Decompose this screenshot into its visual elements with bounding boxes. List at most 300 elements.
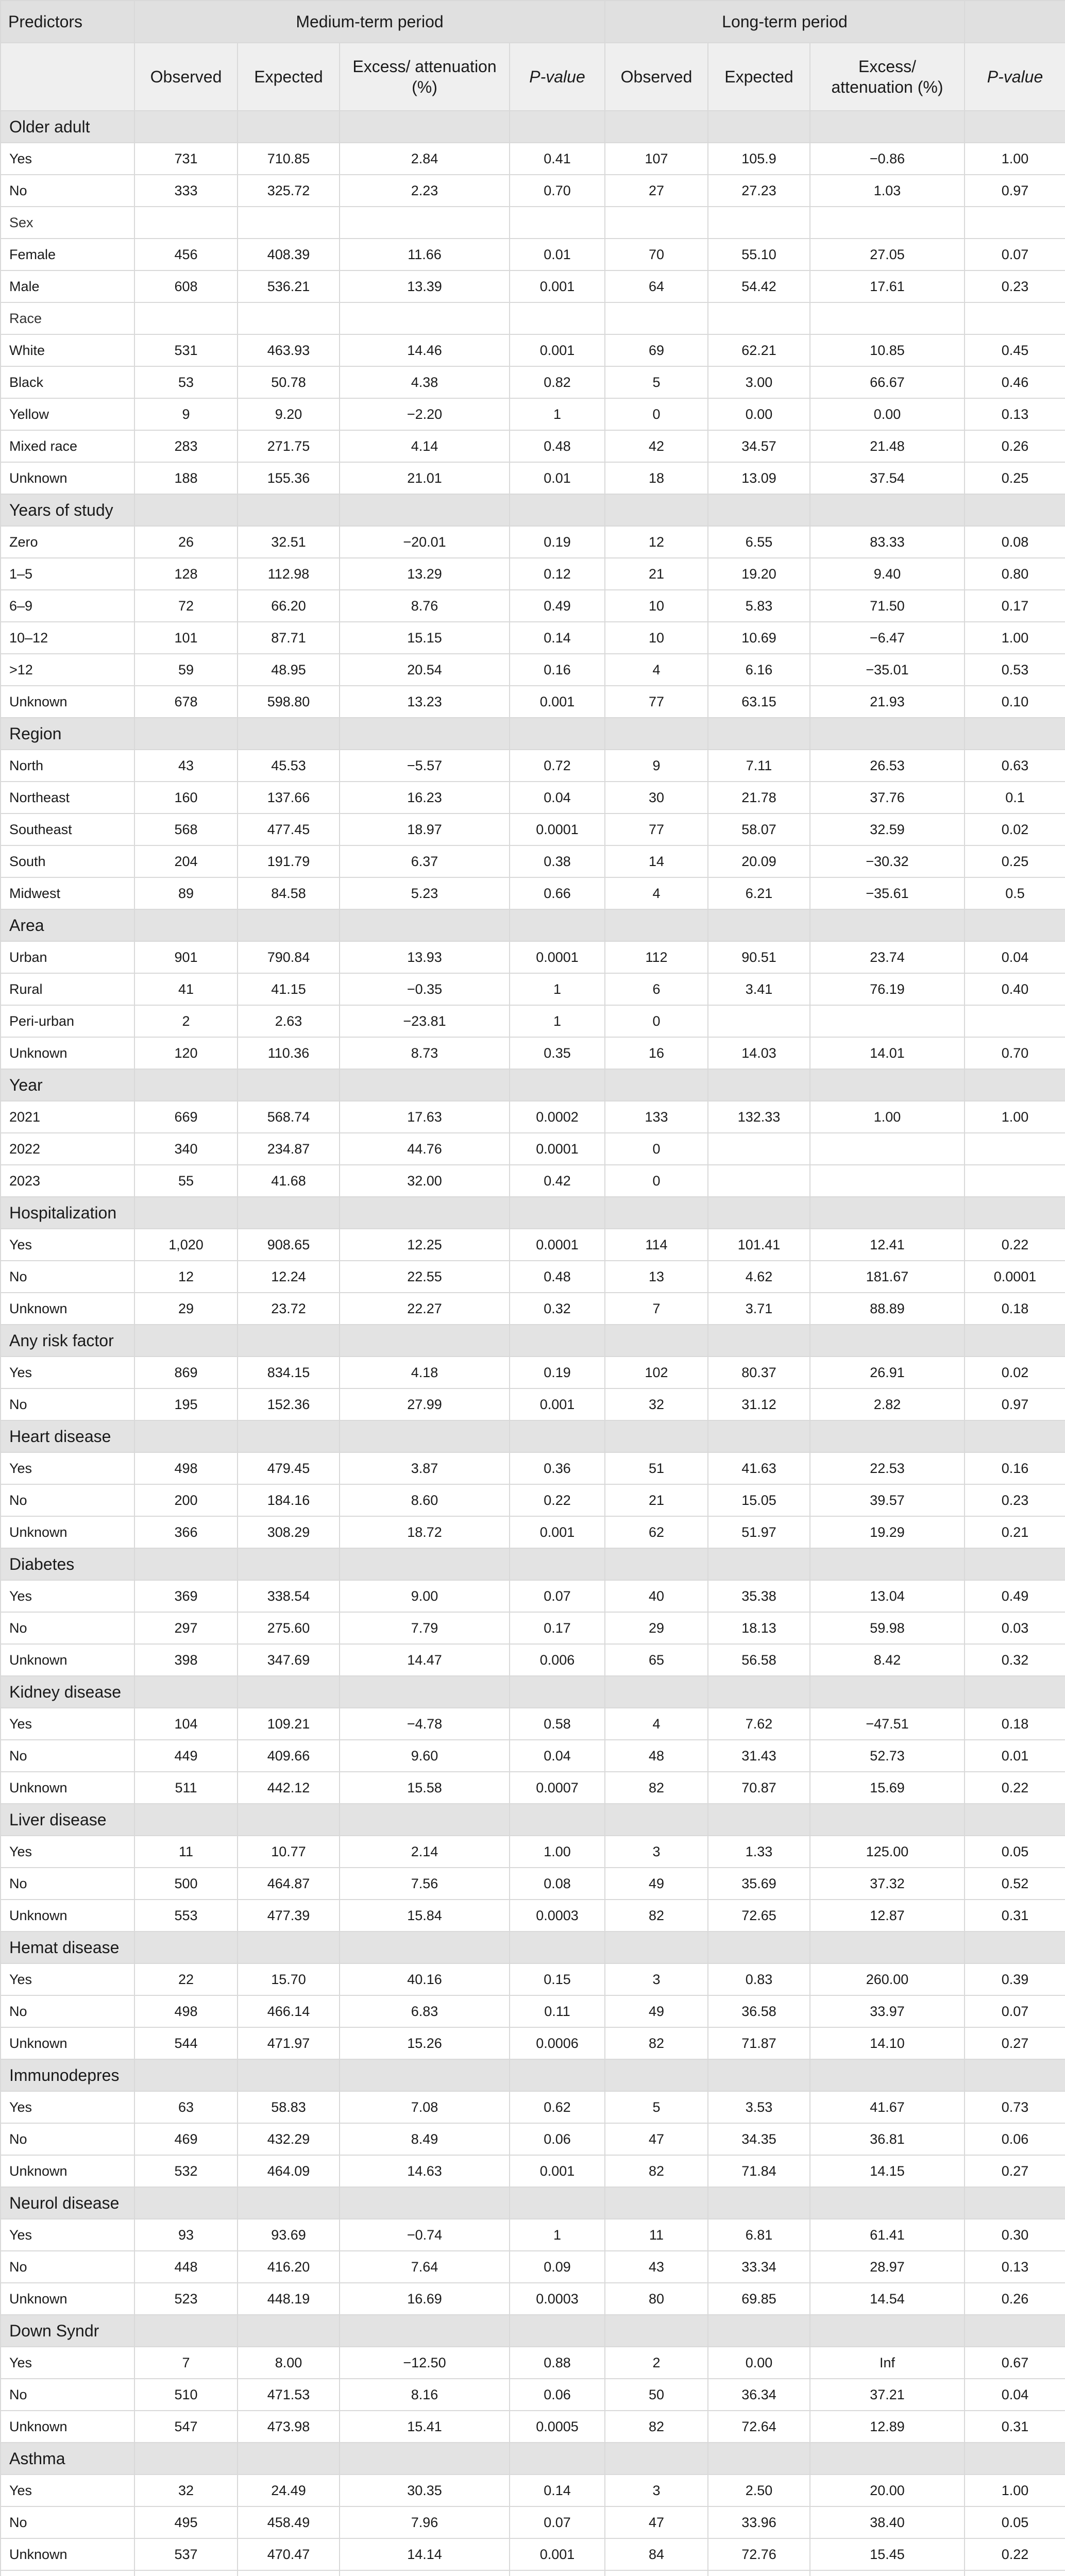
section-title: Liver disease xyxy=(1,1804,134,1836)
table-cell: 4 xyxy=(605,877,708,909)
table-row xyxy=(1,1740,1065,1772)
section-empty-cell xyxy=(510,2059,605,2091)
table-cell: 537 xyxy=(134,2538,238,2570)
table-cell: 56.58 xyxy=(708,1644,810,1676)
table-cell: 14.03 xyxy=(708,1037,810,1069)
table-cell: 49 xyxy=(605,1995,708,2027)
table-cell: 9.00 xyxy=(340,1580,510,1612)
row-label: Yes xyxy=(1,1452,134,1484)
table-cell: 0.006 xyxy=(510,1644,605,1676)
table-cell: 41 xyxy=(134,973,238,1005)
section-empty-cell xyxy=(340,1548,510,1580)
section-title: Heart disease xyxy=(1,1420,134,1452)
table-cell: 107 xyxy=(605,143,708,175)
table-cell: 16.69 xyxy=(340,2283,510,2315)
table-cell: 82 xyxy=(605,2155,708,2187)
table-cell: 27.23 xyxy=(708,175,810,207)
table-cell: 869 xyxy=(134,1357,238,1388)
table-cell: 7.11 xyxy=(708,750,810,782)
table-cell: 27.99 xyxy=(340,1388,510,1420)
table-cell: 0.35 xyxy=(510,1037,605,1069)
table-cell: 0.001 xyxy=(510,270,605,302)
table-row xyxy=(1,973,1065,1005)
table-cell: 35.69 xyxy=(708,1868,810,1900)
table-cell: 0.31 xyxy=(965,2411,1065,2443)
table-cell: 464.09 xyxy=(238,2155,340,2187)
table-cell: 0.0001 xyxy=(965,1261,1065,1293)
table-cell: 71.87 xyxy=(708,2027,810,2059)
table-cell: 31.12 xyxy=(708,1388,810,1420)
row-label: Female xyxy=(1,239,134,270)
table-cell: 0.10 xyxy=(965,686,1065,718)
section-empty-cell xyxy=(510,302,605,334)
table-cell: 110.36 xyxy=(238,1037,340,1069)
table-cell: 9.60 xyxy=(340,1740,510,1772)
table-cell: 89 xyxy=(134,877,238,909)
section-title xyxy=(1,2570,134,2576)
section-empty-cell xyxy=(238,1931,340,1963)
table-cell: 0.22 xyxy=(965,1772,1065,1804)
table-cell: 15.05 xyxy=(708,1484,810,1516)
section-empty-cell xyxy=(238,2187,340,2219)
table-cell: 0.001 xyxy=(510,2155,605,2187)
table-cell: −47.51 xyxy=(810,1708,965,1740)
section-empty-cell xyxy=(605,909,708,941)
section-empty-cell xyxy=(965,718,1065,750)
section-empty-cell xyxy=(238,2443,340,2475)
section-row xyxy=(1,1931,1065,1963)
table-cell: 18.13 xyxy=(708,1612,810,1644)
section-row xyxy=(1,1804,1065,1836)
row-label: No xyxy=(1,175,134,207)
section-empty-cell xyxy=(708,111,810,143)
table-cell: 0.63 xyxy=(965,750,1065,782)
table-cell: 30 xyxy=(605,782,708,814)
table-cell: 0.001 xyxy=(510,686,605,718)
table-cell: 63.15 xyxy=(708,686,810,718)
section-row xyxy=(1,2443,1065,2475)
table-cell xyxy=(708,1165,810,1197)
section-empty-cell xyxy=(510,1069,605,1101)
table-cell: 40 xyxy=(605,1580,708,1612)
table-cell: 3 xyxy=(605,1963,708,1995)
table-cell: 47 xyxy=(605,2123,708,2155)
section-empty-cell xyxy=(810,2570,965,2576)
section-empty-cell xyxy=(238,1325,340,1357)
table-cell: 50 xyxy=(605,2379,708,2411)
row-label: White xyxy=(1,334,134,366)
table-row xyxy=(1,1900,1065,1931)
table-cell: 0.13 xyxy=(965,2251,1065,2283)
table-cell: 0.07 xyxy=(965,1995,1065,2027)
table-cell: 0.09 xyxy=(510,2251,605,2283)
section-empty-cell xyxy=(134,718,238,750)
section-empty-cell xyxy=(605,2315,708,2347)
table-row xyxy=(1,1963,1065,1995)
table-cell: 0 xyxy=(605,1165,708,1197)
table-cell: 64 xyxy=(605,270,708,302)
table-cell: 710.85 xyxy=(238,143,340,175)
table-row xyxy=(1,1005,1065,1037)
section-empty-cell xyxy=(708,2059,810,2091)
row-label: No xyxy=(1,2506,134,2538)
section-empty-cell xyxy=(134,207,238,239)
row-label: >12 xyxy=(1,654,134,686)
table-cell: 0.00 xyxy=(708,398,810,430)
table-cell: 76.19 xyxy=(810,973,965,1005)
section-empty-cell xyxy=(340,2187,510,2219)
table-cell: 114 xyxy=(605,1229,708,1261)
table-cell: 41.68 xyxy=(238,1165,340,1197)
table-cell: 12.87 xyxy=(810,1900,965,1931)
section-empty-cell xyxy=(708,2315,810,2347)
table-cell: 7.64 xyxy=(340,2251,510,2283)
table-cell: 0.40 xyxy=(965,973,1065,1005)
table-row xyxy=(1,270,1065,302)
table-cell: 308.29 xyxy=(238,1516,340,1548)
row-label: Yes xyxy=(1,1580,134,1612)
table-cell: 70 xyxy=(605,239,708,270)
table-cell: 4.18 xyxy=(340,1357,510,1388)
table-cell: 3 xyxy=(605,1836,708,1868)
table-cell: 29 xyxy=(605,1612,708,1644)
table-cell: 0.13 xyxy=(965,398,1065,430)
table-row xyxy=(1,750,1065,782)
table-cell: 24.49 xyxy=(238,2475,340,2506)
table-cell: 366 xyxy=(134,1516,238,1548)
table-cell: 15.41 xyxy=(340,2411,510,2443)
table-cell: −5.57 xyxy=(340,750,510,782)
table-row xyxy=(1,877,1065,909)
table-row xyxy=(1,1388,1065,1420)
table-cell: 0.48 xyxy=(510,430,605,462)
section-empty-cell xyxy=(810,1676,965,1708)
header-expected-long: Expected xyxy=(708,43,810,111)
row-label: Rural xyxy=(1,973,134,1005)
table-row xyxy=(1,845,1065,877)
table-cell: 41.67 xyxy=(810,2091,965,2123)
section-empty-cell xyxy=(134,111,238,143)
section-row xyxy=(1,2570,1065,2576)
table-cell: 77 xyxy=(605,814,708,845)
table-cell: 3.53 xyxy=(708,2091,810,2123)
row-label: 2023 xyxy=(1,1165,134,1197)
table-cell: 0.15 xyxy=(510,1963,605,1995)
table-cell: 283 xyxy=(134,430,238,462)
table-row xyxy=(1,686,1065,718)
table-cell: 333 xyxy=(134,175,238,207)
section-empty-cell xyxy=(708,1069,810,1101)
table-cell: 195 xyxy=(134,1388,238,1420)
table-row xyxy=(1,2155,1065,2187)
section-empty-cell xyxy=(965,2570,1065,2576)
table-row xyxy=(1,2027,1065,2059)
table-cell: 21.78 xyxy=(708,782,810,814)
section-empty-cell xyxy=(510,207,605,239)
table-cell: Inf xyxy=(810,2347,965,2379)
section-title: Neurol disease xyxy=(1,2187,134,2219)
table-row xyxy=(1,814,1065,845)
section-empty-cell xyxy=(340,2570,510,2576)
section-empty-cell xyxy=(708,718,810,750)
table-cell: 0.0002 xyxy=(510,1101,605,1133)
table-cell xyxy=(965,1005,1065,1037)
section-empty-cell xyxy=(340,1420,510,1452)
header-predictors: Predictors xyxy=(1,1,134,43)
section-empty-cell xyxy=(605,2187,708,2219)
table-cell: 0.18 xyxy=(965,1708,1065,1740)
table-cell: 0.001 xyxy=(510,1516,605,1548)
row-label: Yes xyxy=(1,2347,134,2379)
table-cell: 0.22 xyxy=(965,2538,1065,2570)
section-empty-cell xyxy=(810,1804,965,1836)
table-cell: 0.88 xyxy=(510,2347,605,2379)
table-cell: 0.04 xyxy=(965,941,1065,973)
table-cell: 0.97 xyxy=(965,175,1065,207)
row-label: 10–12 xyxy=(1,622,134,654)
table-cell: 0.17 xyxy=(510,1612,605,1644)
section-empty-cell xyxy=(238,718,340,750)
table-cell: 0.1 xyxy=(965,782,1065,814)
table-cell: 71.84 xyxy=(708,2155,810,2187)
table-row xyxy=(1,1357,1065,1388)
table-cell: 21.93 xyxy=(810,686,965,718)
table-cell: 678 xyxy=(134,686,238,718)
table-cell: 0.32 xyxy=(965,1644,1065,1676)
table-row xyxy=(1,1229,1065,1261)
table-cell: 271.75 xyxy=(238,430,340,462)
table-cell: 0.001 xyxy=(510,2538,605,2570)
section-empty-cell xyxy=(810,718,965,750)
table-cell: 0.38 xyxy=(510,845,605,877)
section-empty-cell xyxy=(965,207,1065,239)
table-cell: 125.00 xyxy=(810,1836,965,1868)
section-empty-cell xyxy=(605,1804,708,1836)
table-cell: 9 xyxy=(134,398,238,430)
section-empty-cell xyxy=(965,1804,1065,1836)
section-empty-cell xyxy=(810,2443,965,2475)
table-cell: 21.01 xyxy=(340,462,510,494)
table-cell xyxy=(965,1133,1065,1165)
section-empty-cell xyxy=(605,1420,708,1452)
table-cell: 34.57 xyxy=(708,430,810,462)
table-cell: 0.06 xyxy=(965,2123,1065,2155)
table-cell: 8.00 xyxy=(238,2347,340,2379)
table-cell: 32 xyxy=(134,2475,238,2506)
table-cell: 0.23 xyxy=(965,1484,1065,1516)
table-cell: 1 xyxy=(510,973,605,1005)
table-cell: 33.34 xyxy=(708,2251,810,2283)
section-row xyxy=(1,2315,1065,2347)
table-row xyxy=(1,1037,1065,1069)
section-empty-cell xyxy=(340,718,510,750)
row-label: Yes xyxy=(1,1836,134,1868)
row-label: Unknown xyxy=(1,2283,134,2315)
table-cell: 58.07 xyxy=(708,814,810,845)
row-label: No xyxy=(1,1261,134,1293)
row-label: Unknown xyxy=(1,2155,134,2187)
table-cell: 1.00 xyxy=(965,622,1065,654)
table-cell: 61.41 xyxy=(810,2219,965,2251)
section-empty-cell xyxy=(510,718,605,750)
table-header xyxy=(1,1,1065,111)
table-cell: 10 xyxy=(605,590,708,622)
row-label: Unknown xyxy=(1,686,134,718)
section-row xyxy=(1,2059,1065,2091)
table-cell: 35.38 xyxy=(708,1580,810,1612)
table-cell: 0.18 xyxy=(965,1293,1065,1325)
table-cell: 908.65 xyxy=(238,1229,340,1261)
table-cell: 65 xyxy=(605,1644,708,1676)
table-cell: 72.64 xyxy=(708,2411,810,2443)
section-empty-cell xyxy=(340,1931,510,1963)
table-cell: 0.0001 xyxy=(510,1229,605,1261)
table-row xyxy=(1,2411,1065,2443)
section-empty-cell xyxy=(810,494,965,526)
table-cell: 51.97 xyxy=(708,1516,810,1548)
table-cell: 442.12 xyxy=(238,1772,340,1804)
table-cell: 458.49 xyxy=(238,2506,340,2538)
table-cell: 0.01 xyxy=(510,462,605,494)
section-empty-cell xyxy=(965,1420,1065,1452)
table-cell: 80.37 xyxy=(708,1357,810,1388)
table-cell: 8.16 xyxy=(340,2379,510,2411)
table-cell: 0.00 xyxy=(708,2347,810,2379)
table-cell: 12.41 xyxy=(810,1229,965,1261)
table-cell: 181.67 xyxy=(810,1261,965,1293)
table-cell: 14.10 xyxy=(810,2027,965,2059)
table-cell: 18 xyxy=(605,462,708,494)
table-cell: 13.09 xyxy=(708,462,810,494)
section-title: Asthma xyxy=(1,2443,134,2475)
table-cell: 0.001 xyxy=(510,1388,605,1420)
table-cell: 36.81 xyxy=(810,2123,965,2155)
table-cell: 0.62 xyxy=(510,2091,605,2123)
table-cell: 0.82 xyxy=(510,366,605,398)
row-label: Zero xyxy=(1,526,134,558)
header-pvalue-long: P-value xyxy=(965,43,1065,111)
table-cell: −12.50 xyxy=(340,2347,510,2379)
table-cell: 553 xyxy=(134,1900,238,1931)
row-label: Unknown xyxy=(1,2538,134,2570)
row-label: Yellow xyxy=(1,398,134,430)
row-label: 6–9 xyxy=(1,590,134,622)
table-cell: 598.80 xyxy=(238,686,340,718)
header-excess-medium: Excess/ attenuation (%) xyxy=(340,43,510,111)
table-cell: 1.33 xyxy=(708,1836,810,1868)
table-cell: 340 xyxy=(134,1133,238,1165)
table-cell: 4.38 xyxy=(340,366,510,398)
table-cell: 275.60 xyxy=(238,1612,340,1644)
table-cell: 23.72 xyxy=(238,1293,340,1325)
section-empty-cell xyxy=(965,1931,1065,1963)
table-cell: 36.58 xyxy=(708,1995,810,2027)
table-cell: 449 xyxy=(134,1740,238,1772)
table-cell: 0.53 xyxy=(965,654,1065,686)
table-cell: 1.00 xyxy=(965,2475,1065,2506)
table-cell: 2.14 xyxy=(340,1836,510,1868)
row-label: Unknown xyxy=(1,2411,134,2443)
table-row xyxy=(1,2219,1065,2251)
row-label: 1–5 xyxy=(1,558,134,590)
row-label: Yes xyxy=(1,143,134,175)
section-title: Year xyxy=(1,1069,134,1101)
table-cell: 432.29 xyxy=(238,2123,340,2155)
table-cell: −4.78 xyxy=(340,1708,510,1740)
table-cell: 105.9 xyxy=(708,143,810,175)
section-empty-cell xyxy=(510,2187,605,2219)
table-cell: 8.49 xyxy=(340,2123,510,2155)
table-cell: 479.45 xyxy=(238,1452,340,1484)
table-cell: 10.85 xyxy=(810,334,965,366)
table-cell: 398 xyxy=(134,1644,238,1676)
table-cell: 347.69 xyxy=(238,1644,340,1676)
section-empty-cell xyxy=(708,909,810,941)
section-empty-cell xyxy=(810,1325,965,1357)
section-empty-cell xyxy=(708,1548,810,1580)
table-cell: 409.66 xyxy=(238,1740,340,1772)
section-empty-cell xyxy=(810,302,965,334)
table-cell: 71.50 xyxy=(810,590,965,622)
table-cell: −0.86 xyxy=(810,143,965,175)
table-cell: 84.58 xyxy=(238,877,340,909)
header-pvalue-medium: P-value xyxy=(510,43,605,111)
row-label: No xyxy=(1,2251,134,2283)
section-empty-cell xyxy=(340,2315,510,2347)
table-cell: 14.54 xyxy=(810,2283,965,2315)
table-cell: 13.23 xyxy=(340,686,510,718)
table-row xyxy=(1,782,1065,814)
section-empty-cell xyxy=(605,718,708,750)
table-cell: 26.53 xyxy=(810,750,965,782)
table-cell: 234.87 xyxy=(238,1133,340,1165)
table-cell: −0.35 xyxy=(340,973,510,1005)
row-label: Unknown xyxy=(1,462,134,494)
section-empty-cell xyxy=(238,494,340,526)
table-cell: 72.65 xyxy=(708,1900,810,1931)
section-empty-cell xyxy=(965,2443,1065,2475)
table-cell: 0.26 xyxy=(965,430,1065,462)
section-empty-cell xyxy=(134,494,238,526)
table-cell: 0.08 xyxy=(510,1868,605,1900)
table-cell: 55.10 xyxy=(708,239,810,270)
section-empty-cell xyxy=(510,1931,605,1963)
table-cell: 0.46 xyxy=(965,366,1065,398)
section-empty-cell xyxy=(134,1420,238,1452)
table-cell: 77 xyxy=(605,686,708,718)
table-cell: 0.0007 xyxy=(510,1772,605,1804)
table-cell: 369 xyxy=(134,1580,238,1612)
table-cell: 1.00 xyxy=(810,1101,965,1133)
table-cell: 0.0006 xyxy=(510,2027,605,2059)
table-cell: 2.23 xyxy=(340,175,510,207)
table-cell: 338.54 xyxy=(238,1580,340,1612)
section-title: Immunodepres xyxy=(1,2059,134,2091)
table-cell: 0.73 xyxy=(965,2091,1065,2123)
section-row xyxy=(1,1420,1065,1452)
table-cell: 11 xyxy=(134,1836,238,1868)
section-empty-cell xyxy=(510,494,605,526)
table-cell: 3.71 xyxy=(708,1293,810,1325)
table-row xyxy=(1,2506,1065,2538)
row-label: North xyxy=(1,750,134,782)
section-empty-cell xyxy=(340,1197,510,1229)
section-empty-cell xyxy=(965,2187,1065,2219)
section-row xyxy=(1,207,1065,239)
section-empty-cell xyxy=(238,111,340,143)
section-empty-cell xyxy=(340,302,510,334)
row-label: Unknown xyxy=(1,2027,134,2059)
